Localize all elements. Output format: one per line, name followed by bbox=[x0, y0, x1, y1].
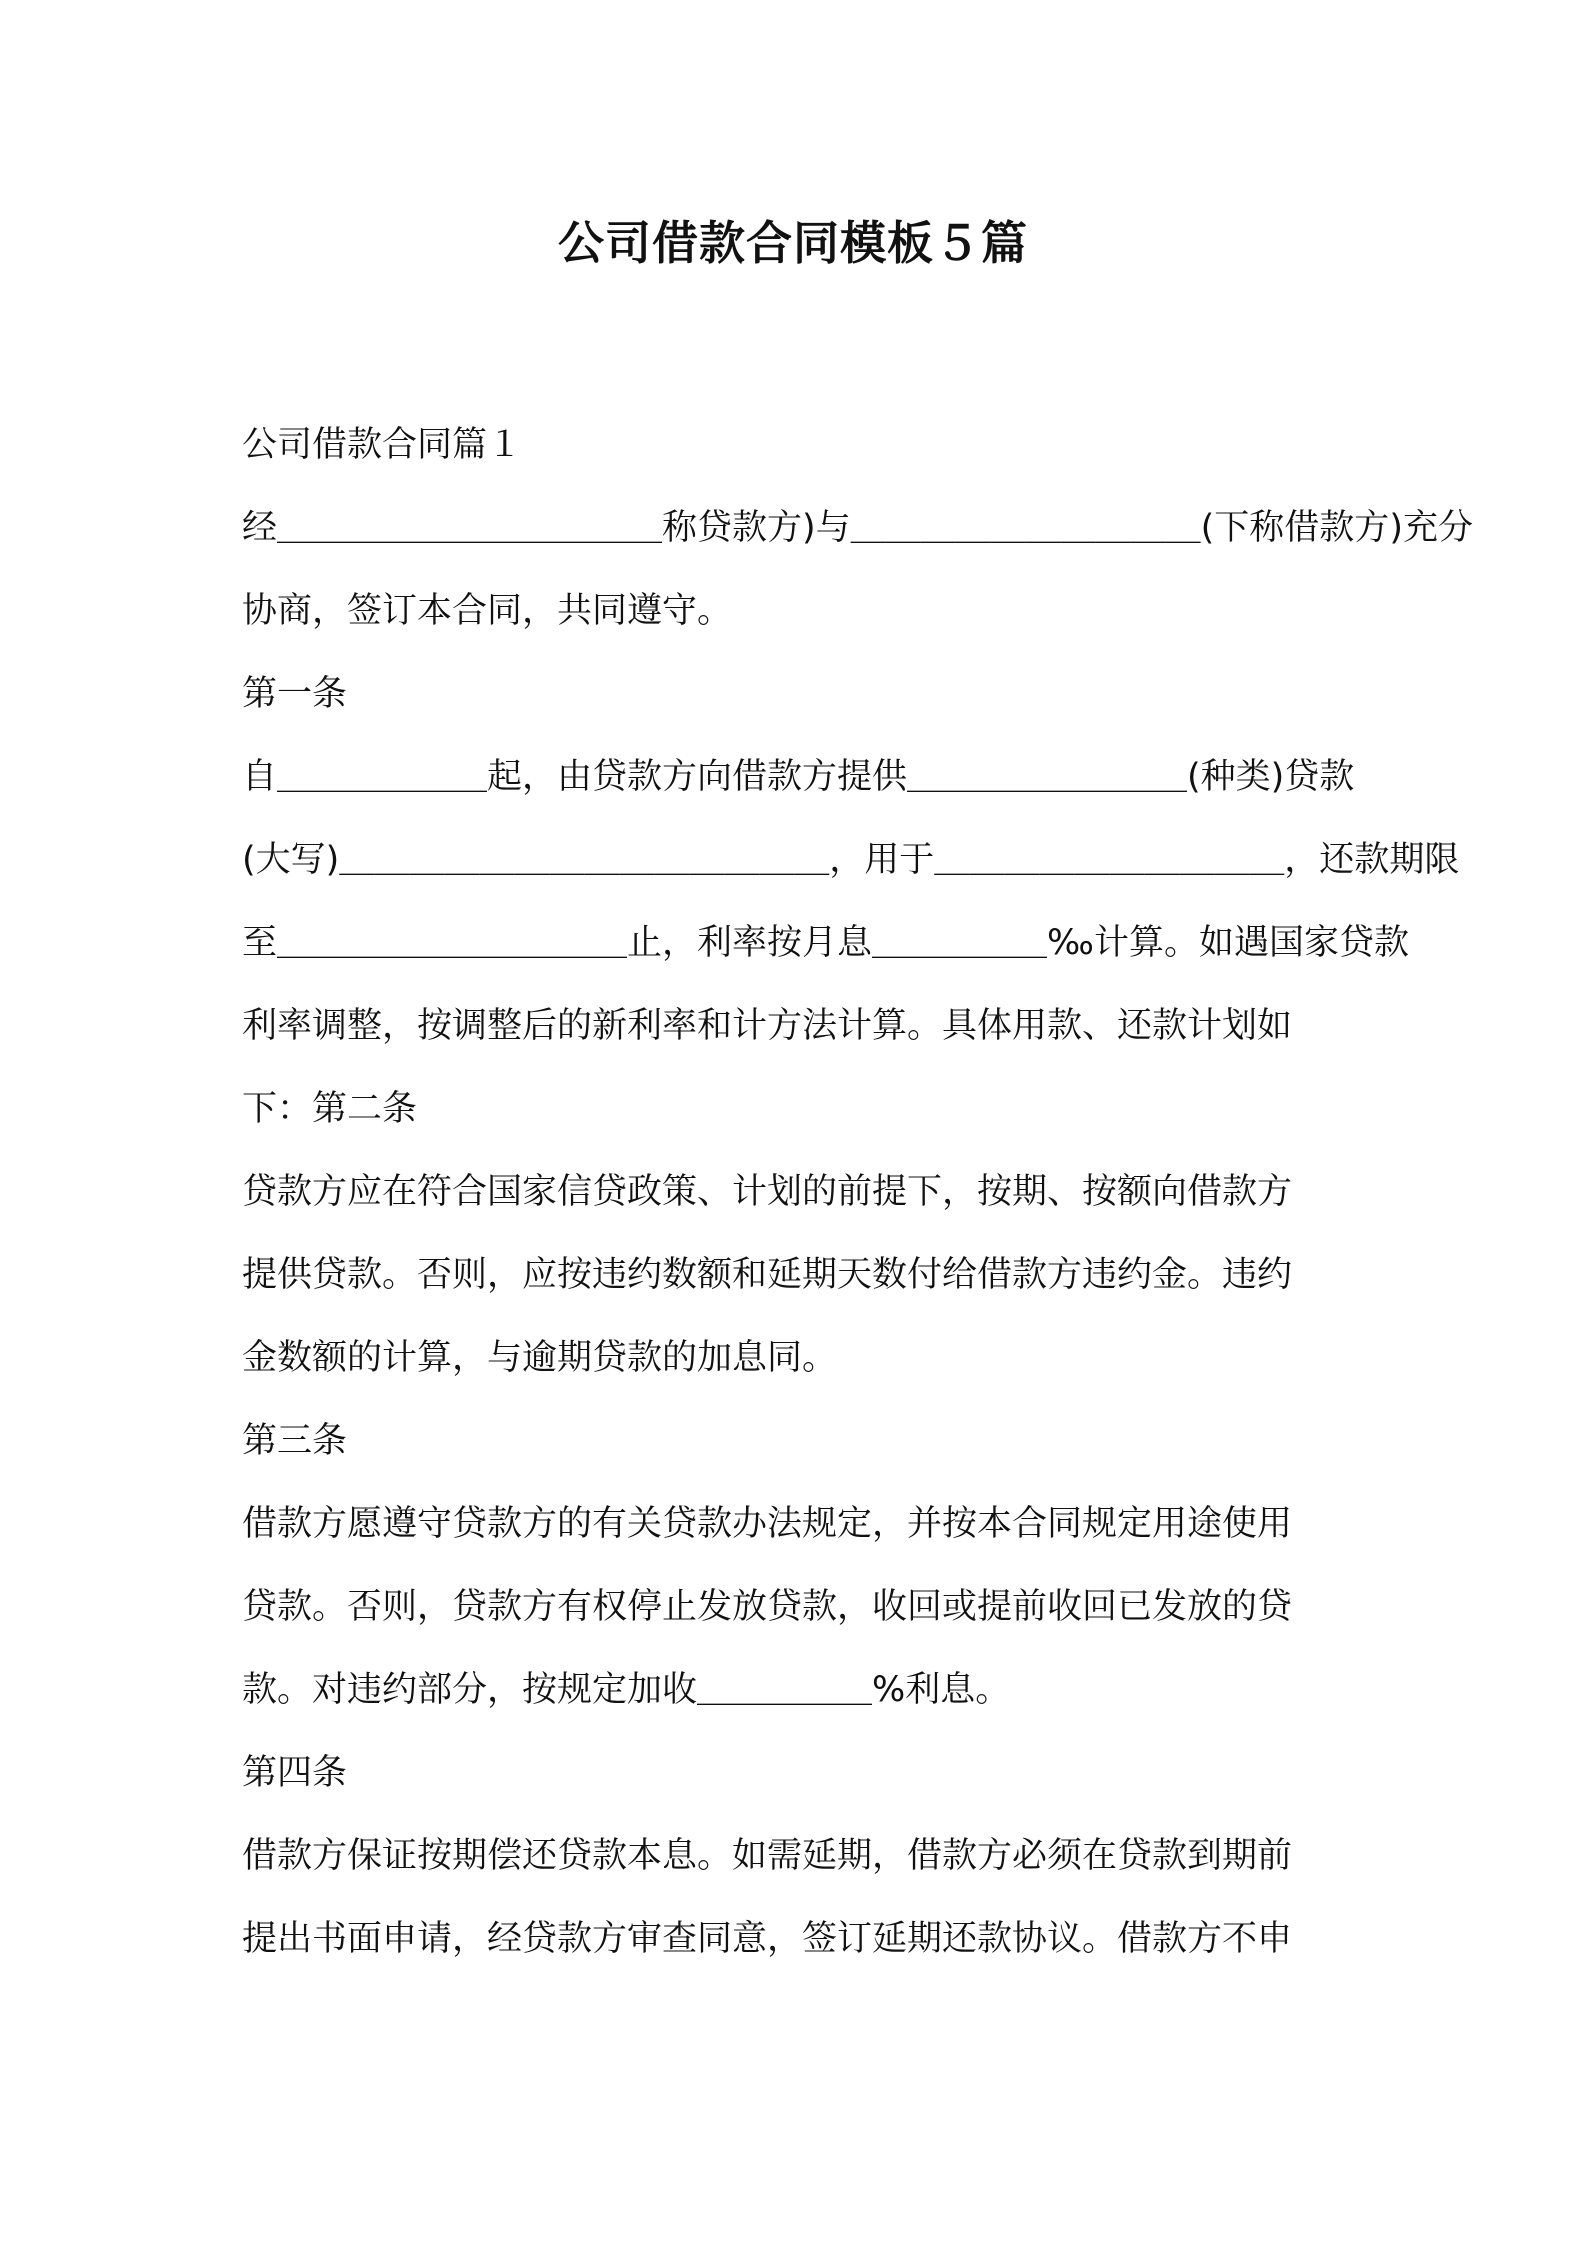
body-line: 贷款。否则，贷款方有权停止发放贷款，收回或提前收回已发放的贷 bbox=[242, 1587, 1293, 1627]
body-line: (大写)＿＿＿＿＿＿＿＿＿＿＿＿＿＿，用于＿＿＿＿＿＿＿＿＿＿，还款期限 bbox=[242, 840, 1460, 880]
document-body bbox=[242, 404, 1473, 1981]
article-heading: 第一条 bbox=[242, 674, 348, 714]
body-line: 款。对违约部分，按规定加收＿＿＿＿＿%利息。 bbox=[242, 1670, 1011, 1710]
body-line: 经＿＿＿＿＿＿＿＿＿＿＿称贷款方)与＿＿＿＿＿＿＿＿＿＿(下称借款方)充分 bbox=[242, 508, 1473, 548]
body-line: 自＿＿＿＿＿＿起，由贷款方向借款方提供＿＿＿＿＿＿＿＿(种类)贷款 bbox=[242, 757, 1355, 797]
body-line: 利率调整，按调整后的新利率和计方法计算。具体用款、还款计划如 bbox=[242, 1006, 1293, 1046]
article-heading: 第三条 bbox=[242, 1421, 348, 1461]
body-line: 金数额的计算，与逾期贷款的加息同。 bbox=[242, 1338, 838, 1378]
body-line: 至＿＿＿＿＿＿＿＿＿＿止，利率按月息＿＿＿＿＿‰计算。如遇国家贷款 bbox=[242, 923, 1409, 963]
body-line: 下：第二条 bbox=[242, 1089, 418, 1129]
body-line: 提出书面申请，经贷款方审查同意，签订延期还款协议。借款方不申 bbox=[242, 1919, 1293, 1959]
body-line: 借款方愿遵守贷款方的有关贷款办法规定，并按本合同规定用途使用 bbox=[242, 1504, 1293, 1544]
body-line: 协商，签订本合同，共同遵守。 bbox=[242, 591, 733, 631]
document-title: 公司借款合同模板５篇 bbox=[558, 216, 1028, 270]
body-line: 提供贷款。否则，应按违约数额和延期天数付给借款方违约金。违约 bbox=[242, 1255, 1293, 1295]
article-heading: 第四条 bbox=[242, 1753, 348, 1793]
section-heading: 公司借款合同篇１ bbox=[242, 425, 523, 465]
body-line: 借款方保证按期偿还贷款本息。如需延期，借款方必须在贷款到期前 bbox=[242, 1836, 1293, 1876]
body-line: 贷款方应在符合国家信贷政策、计划的前提下，按期、按额向借款方 bbox=[242, 1172, 1293, 1212]
